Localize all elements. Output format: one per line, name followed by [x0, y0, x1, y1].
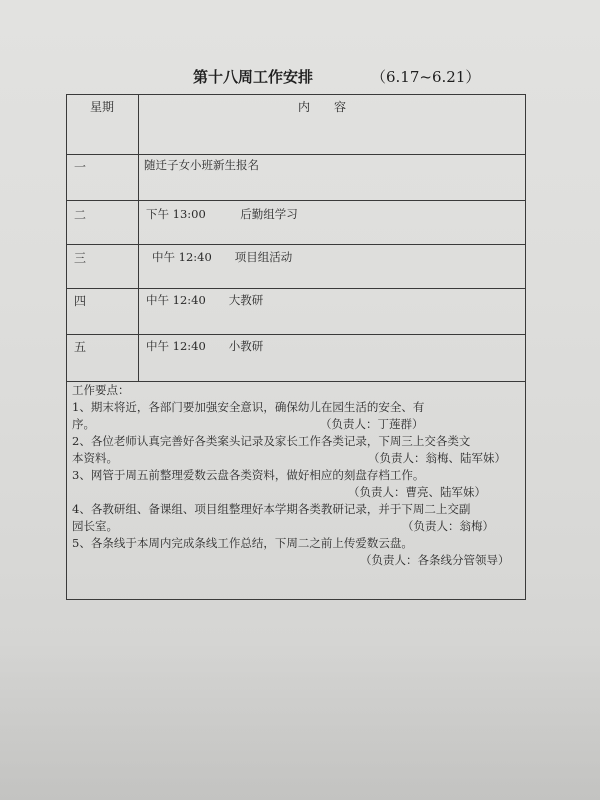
note-3-responsible-row: [72, 484, 524, 501]
note-2-line2: 本资料。: [72, 451, 118, 465]
row-day-2: 二: [74, 208, 87, 222]
row-content-2: 下午 13:00 后勤组学习: [146, 207, 298, 221]
note-1-responsible: （负责人：丁莲群）: [320, 417, 424, 431]
notes-heading: 工作要点：: [72, 383, 130, 397]
note-2-line1: 2、各位老师认真完善好各类案头记录及家长工作各类记录，下周三上交各类文: [72, 434, 471, 448]
note-4-line1: 4、各教研组、备课组、项目组整理好本学期各类教研记录，并于下周二上交副: [72, 502, 471, 516]
title-main: 第十八周工作安排: [193, 68, 314, 86]
table-row-divider: [66, 200, 526, 201]
row-day-1: 一: [74, 160, 87, 174]
table-row-divider: [66, 288, 526, 289]
row-content-4: 中午 12:40 大教研: [146, 293, 264, 307]
note-4-line2-row: [72, 518, 524, 535]
note-2-line2-row: [72, 450, 524, 467]
table-row-divider: [66, 334, 526, 335]
row-day-5: 五: [74, 340, 87, 354]
title-date-range: （6.17~6.21）: [371, 68, 481, 86]
note-1-line1: 1、期末将近，各部门要加强安全意识，确保幼儿在园生活的安全、有: [72, 400, 425, 414]
note-1-line2: 序。: [72, 417, 95, 431]
table-row-divider: [66, 244, 526, 245]
paper-shadow: [0, 640, 600, 800]
page-title: [0, 64, 600, 88]
row-content-5: 中午 12:40 小教研: [146, 339, 264, 353]
row-content-1: 随迁子女小班新生报名: [144, 158, 259, 172]
row-day-4: 四: [74, 294, 87, 308]
note-3-responsible: （负责人：曹亮、陆军妹）: [348, 485, 486, 499]
note-5-responsible-row: [72, 552, 524, 569]
work-notes: [72, 382, 524, 569]
table-row-divider: [66, 154, 526, 155]
table-column-divider: [138, 94, 139, 381]
note-4-line2: 园长室。: [72, 519, 118, 533]
note-5-responsible: （负责人：各条线分管领导）: [360, 553, 510, 567]
row-day-3: 三: [74, 251, 87, 265]
row-content-3: 中午 12:40 项目组活动: [152, 250, 293, 264]
note-2-responsible: （负责人：翁梅、陆军妹）: [368, 451, 506, 465]
header-content: 内 容: [298, 100, 347, 114]
note-3-line1: 3、网管于周五前整理爱数云盘各类资料，做好相应的刻盘存档工作。: [72, 468, 425, 482]
header-day: 星期: [90, 100, 115, 114]
note-4-responsible: （负责人：翁梅）: [402, 519, 494, 533]
note-5-line1: 5、各条线于本周内完成条线工作总结，下周二之前上传爱数云盘。: [72, 536, 413, 550]
note-1-line2-row: [72, 416, 524, 433]
